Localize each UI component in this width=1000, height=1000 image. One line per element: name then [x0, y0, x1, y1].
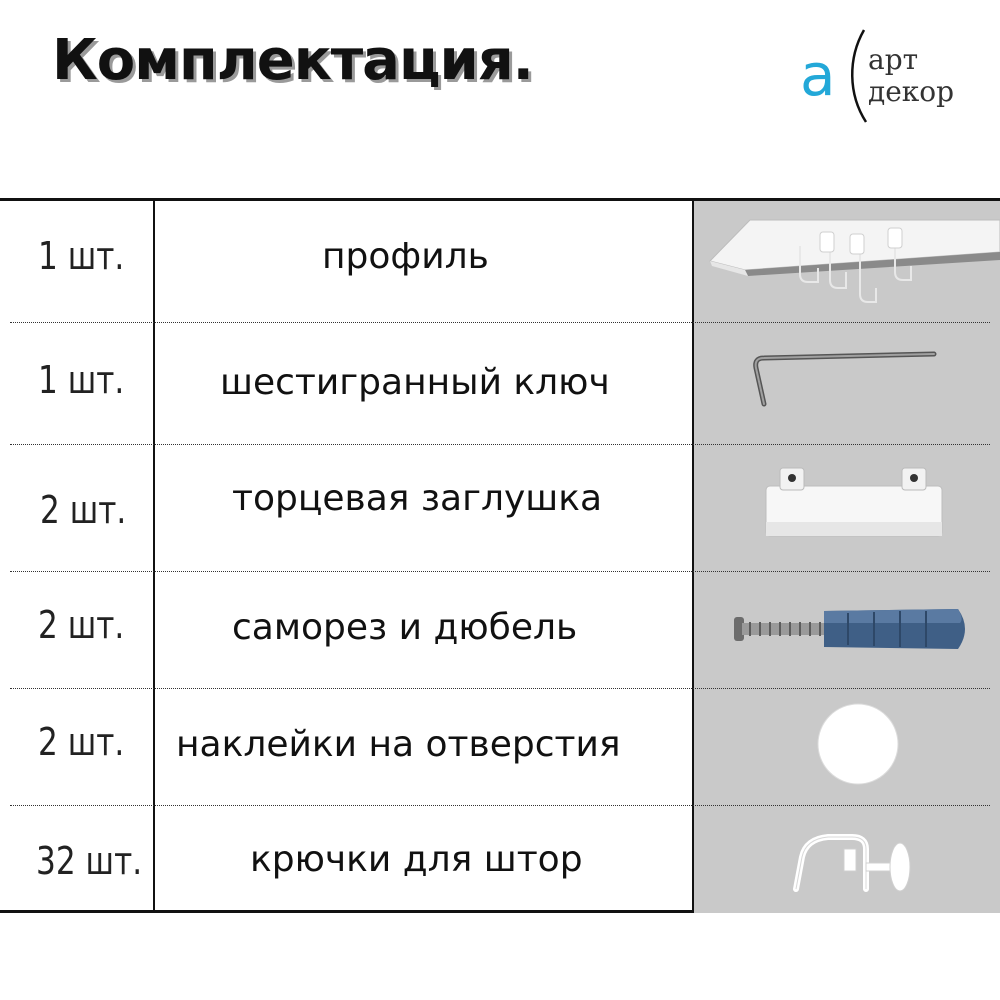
table-row: [0, 571, 1000, 688]
row-quantity: 2 шт.: [40, 488, 127, 532]
logo-text-line2: декор: [868, 75, 955, 108]
logo-text-line1: арт: [868, 43, 919, 76]
table-row: [0, 322, 1000, 444]
row-quantity: 2 шт.: [38, 720, 125, 764]
curtain-rail-profile-icon: [700, 206, 1000, 316]
page-title: Комплектация.: [52, 28, 533, 93]
row-quantity: 32 шт.: [36, 839, 143, 883]
row-item-name: торцевая заглушка: [232, 478, 603, 519]
row-item-name: шестигранный ключ: [220, 362, 610, 403]
logo-mark: a: [800, 41, 836, 109]
screw-dowel-icon: [728, 599, 976, 659]
row-item-name: наклейки на отверстия: [176, 724, 621, 765]
row-quantity: 1 шт.: [38, 358, 125, 402]
hex-key-icon: [740, 348, 940, 412]
row-item-name: крючки для штор: [250, 839, 583, 880]
table-row: [0, 198, 1000, 322]
table-row: [0, 805, 1000, 913]
hole-sticker-icon: [816, 702, 900, 786]
row-item-name: саморез и дюбель: [232, 607, 578, 648]
end-cap-icon: [762, 464, 947, 544]
row-item-name: профиль: [322, 236, 489, 277]
table-row: [0, 688, 1000, 805]
brand-logo: [800, 28, 970, 128]
row-quantity: 2 шт.: [38, 603, 125, 647]
table-row: [0, 444, 1000, 571]
curtain-hook-icon: [788, 829, 918, 899]
contents-table: [0, 198, 1000, 913]
row-quantity: 1 шт.: [38, 234, 125, 278]
